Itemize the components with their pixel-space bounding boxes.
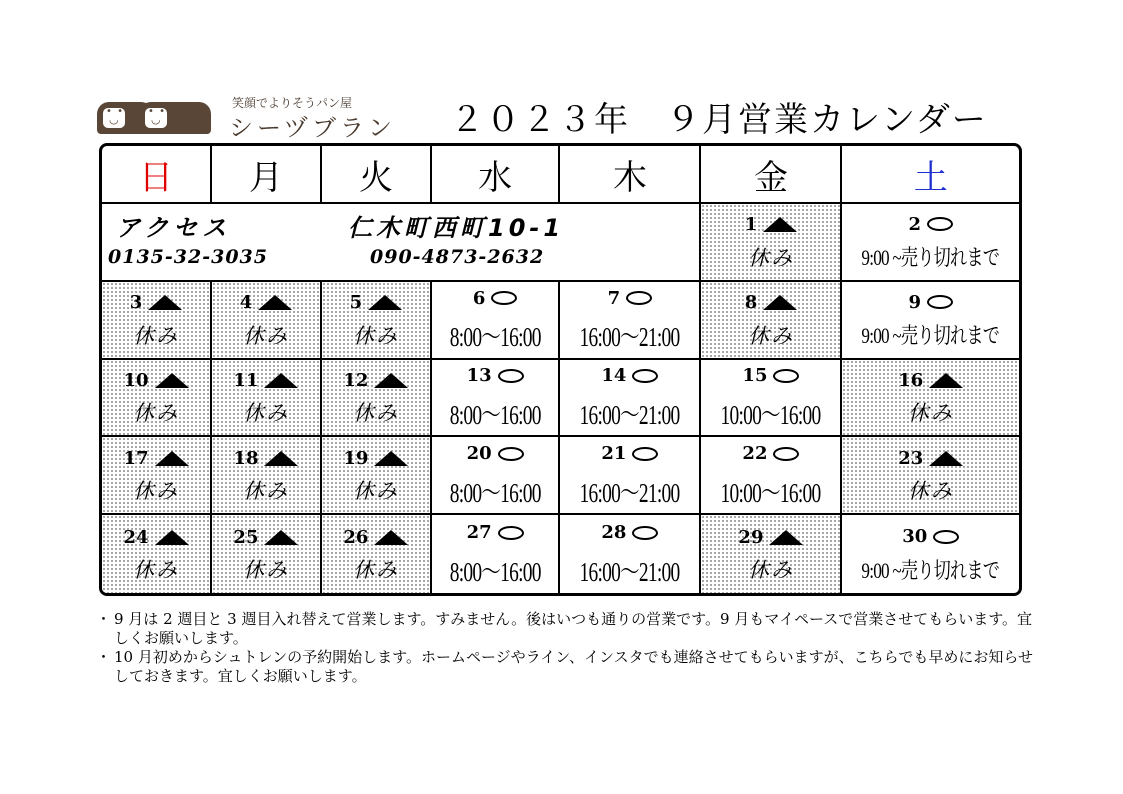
day-cell	[842, 282, 1019, 360]
day-cell	[212, 360, 322, 438]
day-cell	[560, 282, 701, 360]
day-cell	[322, 282, 432, 360]
day-cell	[432, 360, 561, 438]
day-cell	[701, 282, 842, 360]
triangle-icon	[769, 530, 803, 545]
day-cell	[212, 282, 322, 360]
day-cell	[842, 437, 1019, 515]
day-cell	[102, 437, 212, 515]
weekday-header-thu: 木	[560, 146, 701, 204]
day-header	[343, 524, 408, 550]
day-header	[343, 445, 408, 471]
day-cell	[212, 437, 322, 515]
closed-label: 休み	[132, 558, 179, 583]
day-number: 14	[601, 365, 627, 387]
day-number: 26	[343, 526, 369, 548]
access-label: アクセス	[116, 214, 232, 242]
day-number: 18	[233, 447, 259, 469]
day-cell	[322, 360, 432, 438]
triangle-icon	[264, 373, 298, 388]
circle-icon	[491, 291, 517, 305]
closed-label: 休み	[242, 479, 289, 504]
closed-label: 休み	[132, 401, 179, 426]
business-hours: 8:00～16:00	[449, 556, 541, 587]
business-hours: 16:00～21:00	[579, 477, 680, 508]
day-number: 17	[123, 447, 149, 469]
day-number: 23	[898, 447, 924, 469]
page-title: ２０２３年 ９月営業カレンダー	[450, 100, 988, 140]
weekday-header-sat: 土	[842, 146, 1019, 204]
day-cell	[560, 515, 701, 593]
day-header	[123, 367, 188, 393]
closed-label: 休み	[242, 401, 289, 426]
day-header	[745, 290, 798, 316]
day-header	[473, 285, 518, 311]
business-hours: 16:00～21:00	[579, 322, 680, 353]
day-cell	[432, 437, 561, 515]
closed-label: 休み	[132, 323, 179, 348]
calendar-grid	[99, 143, 1022, 596]
triangle-icon	[258, 295, 292, 310]
triangle-icon	[929, 373, 963, 388]
day-header	[601, 363, 658, 389]
day-number: 6	[472, 287, 486, 309]
day-header	[240, 290, 293, 316]
closed-label: 休み	[352, 323, 399, 348]
triangle-icon	[155, 530, 189, 545]
day-cell	[102, 282, 212, 360]
business-hours: 16:00～21:00	[579, 556, 680, 587]
weekday-header-mon: 月	[212, 146, 322, 204]
day-cell	[322, 515, 432, 593]
day-cell	[842, 515, 1019, 593]
day-header	[908, 211, 953, 237]
day-header	[343, 367, 408, 393]
circle-icon	[498, 447, 524, 461]
triangle-icon	[368, 295, 402, 310]
weekday-header-sun: 日	[102, 146, 212, 204]
day-cell	[842, 204, 1019, 282]
triangle-icon	[148, 295, 182, 310]
day-cell	[842, 360, 1019, 438]
circle-icon	[927, 295, 953, 309]
business-hours: 8:00～16:00	[449, 322, 541, 353]
day-number: 15	[742, 365, 768, 387]
closed-label: 休み	[747, 558, 794, 583]
day-cell	[701, 515, 842, 593]
business-hours: 10:00～16:00	[720, 399, 822, 430]
closed-label: 休み	[132, 479, 179, 504]
business-hours: 8:00～16:00	[449, 399, 541, 430]
circle-icon	[933, 530, 959, 544]
phone-number-1: 0135-32-3035	[108, 246, 268, 268]
day-header	[130, 290, 183, 316]
day-number: 1	[744, 214, 758, 236]
shop-brand-name: シーヅブラン	[229, 114, 397, 142]
closed-label: 休み	[907, 479, 954, 504]
day-cell	[432, 515, 561, 593]
day-header	[601, 441, 658, 467]
circle-icon	[773, 369, 799, 383]
day-number: 5	[349, 292, 363, 314]
notes	[100, 610, 1040, 686]
business-hours: 10:00～16:00	[720, 477, 822, 508]
triangle-icon	[155, 451, 189, 466]
day-number: 24	[123, 526, 149, 548]
day-number: 11	[233, 369, 259, 391]
day-cell	[560, 360, 701, 438]
closed-label: 休み	[352, 558, 399, 583]
shop-tagline: 笑顔でよりそうパン屋	[232, 96, 353, 110]
day-cell	[701, 204, 842, 282]
shop-address: 仁木町西町10-1	[348, 214, 565, 242]
day-number: 25	[233, 526, 259, 548]
circle-icon	[632, 447, 658, 461]
day-number: 16	[898, 369, 924, 391]
day-header	[233, 367, 298, 393]
day-header	[908, 289, 953, 315]
day-cell	[102, 515, 212, 593]
business-hours: 16:00～21:00	[579, 399, 680, 430]
day-number: 27	[466, 522, 492, 544]
day-header	[467, 520, 524, 546]
day-number: 13	[466, 365, 492, 387]
note-item: ・ 9 月は 2 週目と 3 週目入れ替えて営業します。すみません。後はいつも通りの営業です。9 月もマイペースで営業させてもらいます。宜しくお願いします。	[100, 610, 1040, 648]
circle-icon	[773, 447, 799, 461]
day-header	[467, 441, 524, 467]
day-cell	[322, 437, 432, 515]
day-header	[745, 212, 798, 238]
day-header	[742, 441, 799, 467]
day-number: 29	[738, 526, 764, 548]
day-number: 10	[123, 369, 149, 391]
weekday-header-fri: 金	[701, 146, 842, 204]
access-info	[102, 204, 701, 282]
phone-number-2: 090-4873-2632	[370, 246, 545, 268]
day-cell	[212, 515, 322, 593]
closed-label: 休み	[242, 558, 289, 583]
circle-icon	[498, 369, 524, 383]
weekday-header-wed: 水	[432, 146, 561, 204]
day-header	[123, 524, 188, 550]
day-number: 20	[466, 443, 492, 465]
day-header	[742, 363, 799, 389]
day-cell	[701, 360, 842, 438]
closed-label: 休み	[352, 479, 399, 504]
day-header	[608, 285, 653, 311]
business-hours: 9:00 ~売り切れまで	[861, 323, 1000, 349]
day-number: 19	[343, 447, 369, 469]
weekday-header-tue: 火	[322, 146, 432, 204]
day-header	[898, 367, 963, 393]
day-number: 3	[129, 292, 143, 314]
day-cell	[560, 437, 701, 515]
closed-label: 休み	[242, 323, 289, 348]
triangle-icon	[763, 217, 797, 232]
business-hours: 9:00 ~売り切れまで	[861, 557, 1000, 583]
day-header	[601, 520, 658, 546]
triangle-icon	[264, 530, 298, 545]
day-number: 7	[607, 287, 621, 309]
triangle-icon	[374, 373, 408, 388]
circle-icon	[927, 217, 953, 231]
closed-label: 休み	[907, 401, 954, 426]
triangle-icon	[763, 295, 797, 310]
day-number: 28	[601, 522, 627, 544]
closed-label: 休み	[747, 245, 794, 270]
circle-icon	[498, 526, 524, 540]
day-number: 21	[601, 443, 627, 465]
triangle-icon	[374, 530, 408, 545]
day-header	[738, 524, 803, 550]
day-number: 12	[343, 369, 369, 391]
day-header	[902, 524, 959, 550]
note-item: ・ 10 月初めからシュトレンの予約開始します。ホームページやライン、インスタでも連絡させてもらいますが、こちらでも早めにお知らせしておきます。宜しくお願いします。	[100, 648, 1040, 686]
day-header	[467, 363, 524, 389]
day-header	[233, 524, 298, 550]
day-header	[350, 290, 403, 316]
business-hours: 8:00～16:00	[449, 477, 541, 508]
closed-label: 休み	[352, 401, 399, 426]
triangle-icon	[374, 451, 408, 466]
day-number: 4	[239, 292, 253, 314]
day-cell	[701, 437, 842, 515]
business-hours: 9:00 ~売り切れまで	[861, 245, 1000, 271]
day-cell	[432, 282, 561, 360]
day-header	[898, 445, 963, 471]
day-number: 30	[902, 526, 928, 548]
day-number: 22	[742, 443, 768, 465]
triangle-icon	[929, 451, 963, 466]
circle-icon	[632, 369, 658, 383]
triangle-icon	[264, 451, 298, 466]
circle-icon	[626, 291, 652, 305]
day-cell	[102, 360, 212, 438]
day-number: 9	[908, 291, 921, 313]
circle-icon	[632, 526, 658, 540]
closed-label: 休み	[747, 323, 794, 348]
triangle-icon	[155, 373, 189, 388]
day-number: 2	[908, 213, 921, 235]
bread-icon	[139, 102, 211, 134]
day-header	[233, 445, 298, 471]
day-header	[123, 445, 188, 471]
day-number: 8	[744, 292, 758, 314]
shop-logo	[97, 96, 437, 142]
